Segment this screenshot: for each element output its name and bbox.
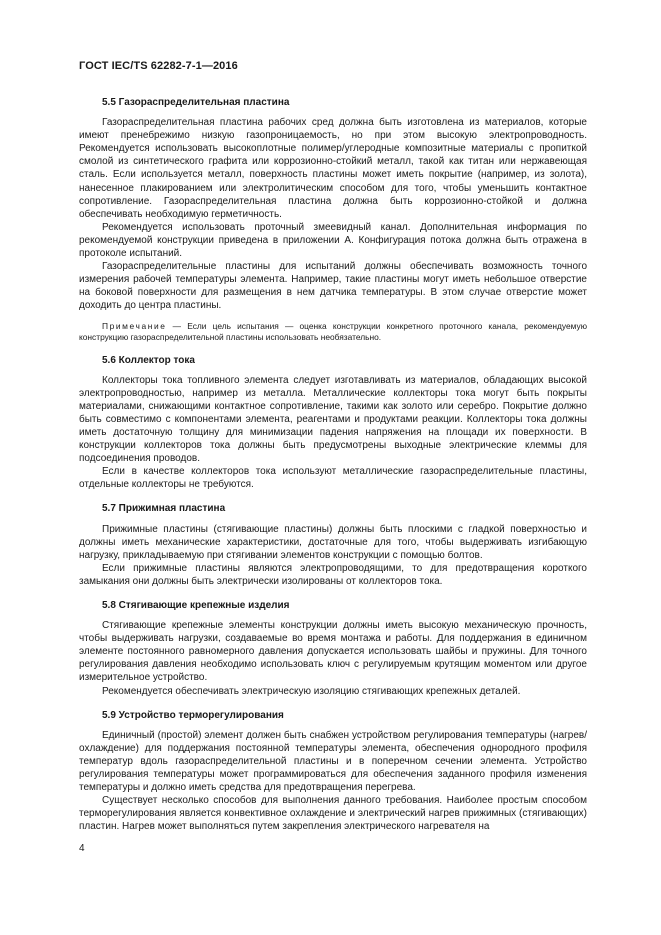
section-heading-5-8: 5.8 Стягивающие крепежные изделия — [102, 600, 290, 611]
note-label: Примечание — [102, 320, 167, 331]
paragraph: Рекомендуется обеспечивать электрическую изоляцию стягивающих крепежных деталей. — [102, 685, 521, 697]
note-text: — Если цель испытания — оценка конструкции конкретного проточного канала, рекомендуемую конструкцию газораспределительной пластины использовать необязательно. — [79, 320, 587, 342]
note — [79, 321, 587, 343]
paragraph: Единичный (простой) элемент должен быть снабжен устройством регулирования температуры (нагрев/охлаждение) для поддержания постоянной температуры элемента, обеспечения однородного профиля температур вдоль газораспределительной пластины и в поперечном сечении элемента. Устройство регулирования температуры может программироваться для обеспечения заданного профиля изменения температуры и должно иметь средства для предотвращения перегрева. — [79, 729, 587, 794]
paragraph: Если в качестве коллекторов тока используют металлические газораспределительные пластины, отдельные коллекторы не требуются. — [79, 466, 587, 491]
page-number: 4 — [79, 843, 85, 854]
paragraph: Рекомендуется использовать проточный змеевидный канал. Дополнительная информация по рекомендуемой конструкции приведена в приложении А. Конфигурация потока должна быть отражена в протоколе испытаний. — [79, 221, 587, 260]
document-header: ГОСТ IEC/TS 62282-7-1—2016 — [79, 60, 238, 72]
paragraph: Газораспределительные пластины для испытаний должны обеспечивать возможность точного измерения рабочей температуры элемента. Например, такие пластины могут иметь небольшое отверстие на боковой поверхности для размещения в нем датчика температуры. В этом случае отверстие может доходить до центра пластины. — [79, 261, 587, 312]
paragraph: Коллекторы тока топливного элемента следует изготавливать из материалов, обладающих высокой электропроводностью, например из металла. Металлические коллекторы тока могут быть покрыты материалами, снижающими контактное сопротивление, такими как золото или серебро. Покрытие должно быть совместимо с компонентами элемента, реагентами и продуктами реакции. Коллекторы тока должны иметь достаточную толщину для минимизации падения напряжения на площади их поверхности. В конструкции коллекторов тока должны быть предусмотрены выходные электрические клеммы для подсоединения проводов. — [79, 374, 587, 465]
section-heading-5-7: 5.7 Прижимная пластина — [102, 503, 226, 515]
paragraph: Существует несколько способов для выполнения данного требования. Наиболее простым способом терморегулирования является конвективное охлаждение и электрический нагрев прижимных (стягивающих) пластин. Нагрев может выполняться путем закрепления электрического нагревателя на — [79, 795, 587, 833]
paragraph: Если прижимные пластины являются электропроводящими, то для предотвращения короткого замыкания они должны быть электрически изолированы от коллекторов тока. — [79, 562, 587, 587]
paragraph: Газораспределительная пластина рабочих сред должна быть изготовлена из материалов, которые имеют пренебрежимо низкую газопроницаемость, но при этом высокую электропроводность. Рекомендуется использовать высокоплотные полимер/углеродные композитные материалы с пропиткой смолой из синтетического графита или коррозионно-стойкий металл, такой как титан или нержавеющая сталь. Если используется металл, поверхность пластины может иметь покрытие (например, из золота), нанесенное плакированием или электролитическим способом для того, чтобы уменьшить контактное сопротивление. Газораспределительная пластина должна быть коррозионно-стойкой и должна обеспечивать необходимую герметичность. — [79, 117, 587, 220]
paragraph: Стягивающие крепежные элементы конструкции должны иметь высокую механическую прочность, чтобы выдерживать нагрузки, создаваемые во время монтажа и работы. Для поддержания в единичном элементе постоянного равномерного давления допускается использовать шайбы и пружины. Для точного регулирования давления необходимо использовать ключ с регулируемым крутящим моментом или другое измерительное устройство. — [79, 620, 587, 684]
paragraph: Прижимные пластины (стягивающие пластины) должны быть плоскими с гладкой поверхностью и должны иметь механические характеристики, достаточные для того, чтобы выдерживать изгибающую нагрузку, прикладываемую при стягивании элементов конструкции с помощью болтов. — [79, 523, 587, 561]
section-heading-5-6: 5.6 Коллектор тока — [102, 354, 195, 366]
document-body — [79, 96, 587, 834]
section-heading-5-5: 5.5 Газораспределительная пластина — [102, 97, 290, 108]
section-heading-5-9: 5.9 Устройство терморегулирования — [102, 709, 284, 721]
